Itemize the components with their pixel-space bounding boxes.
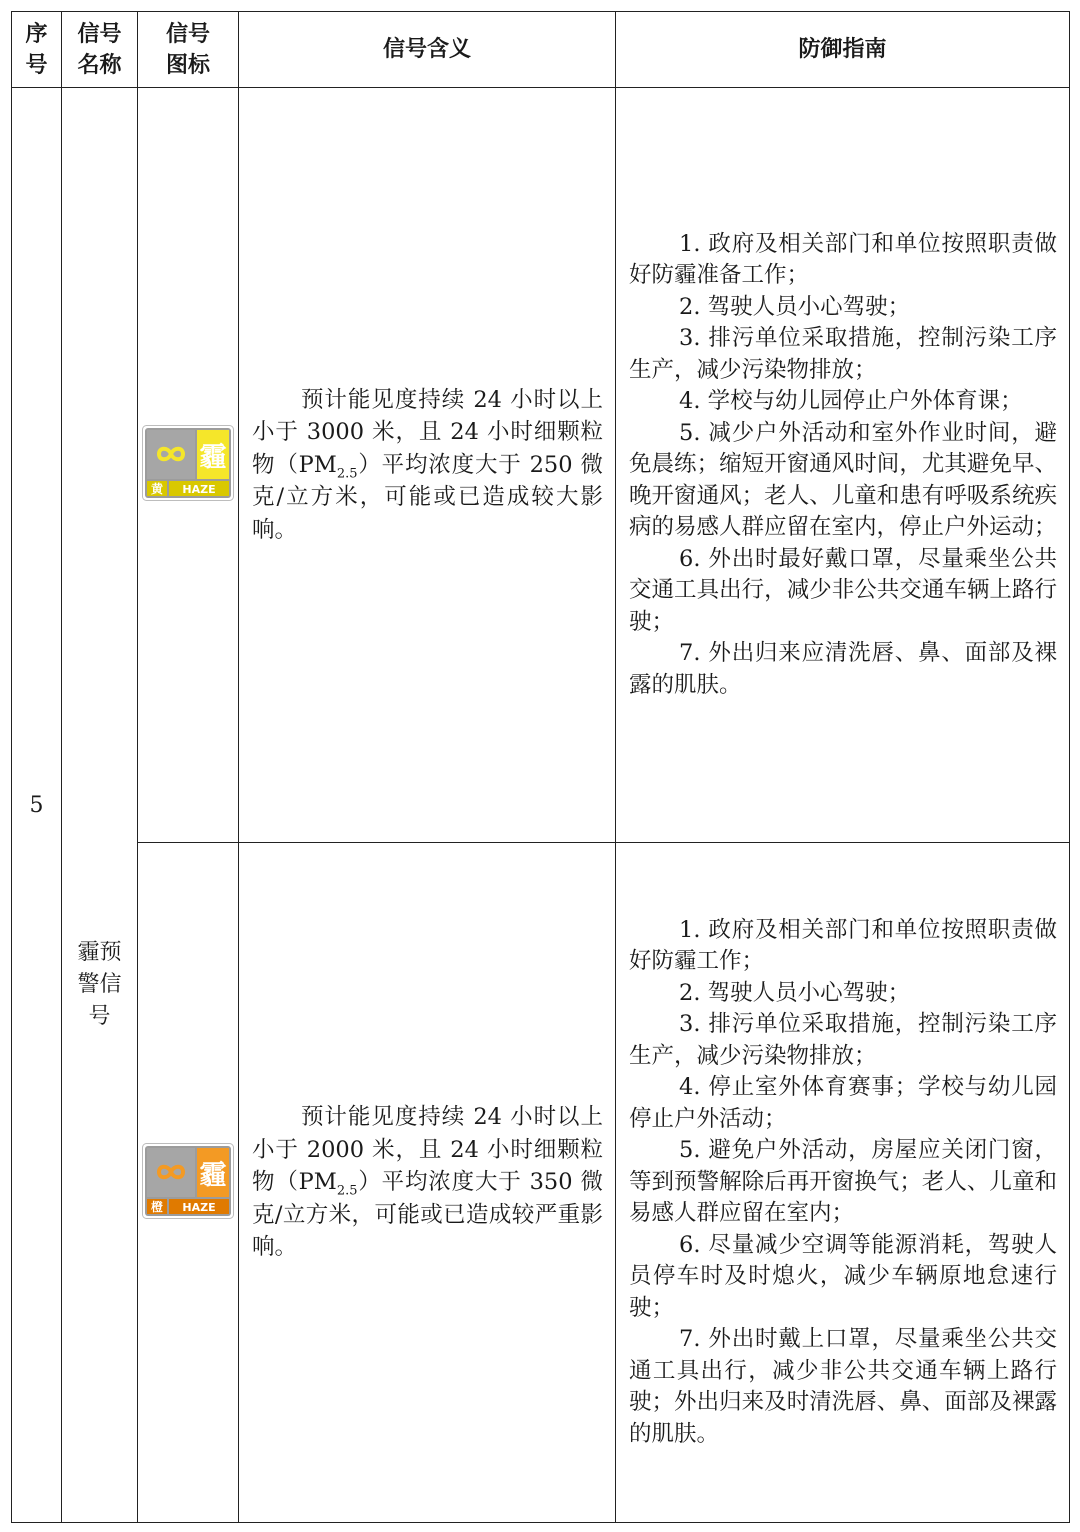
- header-number: 序 号: [12, 12, 62, 88]
- icon-haze-label: HAZE: [182, 483, 216, 496]
- row-number: 5: [12, 88, 62, 1523]
- header-row: [12, 12, 1070, 88]
- icon-level-char: 黄: [150, 482, 164, 496]
- signal-meaning: 预计能见度持续 24 小时以上小于 3000 米，且 24 小时细颗粒物$(PM_{2.5})$平均浓度大于 250 微克/立方米，可能或已造成较大影响。: [239, 88, 616, 843]
- icon-haze-label: HAZE: [182, 1200, 216, 1214]
- icon-level-char: 橙: [150, 1199, 164, 1214]
- header-defense-guide: 防御指南: [616, 12, 1070, 88]
- haze-yellow-icon: [142, 425, 234, 501]
- guide-item: 7. 外出归来应清洗唇、鼻、面部及裸露的肌肤。: [629, 640, 1057, 698]
- guide-item: 6. 尽量减少空调等能源消耗，驾驶人员停车时及时熄火，减少车辆原地怠速行驶；: [629, 1231, 1057, 1321]
- signal-icon-cell: [138, 843, 239, 1523]
- guide-item: 1. 政府及相关部门和单位按照职责做好防霾工作；: [629, 916, 1057, 975]
- signal-row-yellow: [12, 88, 1070, 843]
- signal-name: 霾预 警信 号: [62, 88, 138, 1523]
- guide-item: 1. 政府及相关部门和单位按照职责做好防霾准备工作；: [629, 230, 1057, 289]
- signal-icon-cell: [138, 88, 239, 843]
- guide-item: 4. 停止室外体育赛事；学校与幼儿园停止户外活动；: [629, 1074, 1057, 1132]
- header-signal-icon: 信号 图标: [138, 12, 239, 88]
- signal-row-orange: [12, 843, 1070, 1523]
- icon-main-char: 霾: [199, 1159, 227, 1191]
- guide-item: 4. 学校与幼儿园停止户外体育课；: [679, 388, 1023, 415]
- guide-item: 3. 排污单位采取措施，控制污染工序生产，减少污染物排放；: [629, 325, 1057, 383]
- defense-guide: [616, 88, 1070, 843]
- guide-item: 3. 排污单位采取措施，控制污染工序生产，减少污染物排放；: [629, 1011, 1057, 1069]
- icon-main-char: 霾: [199, 442, 227, 473]
- haze-orange-icon: [142, 1143, 234, 1219]
- defense-guide: [616, 843, 1070, 1523]
- guide-item: 5. 减少户外活动和室外作业时间，避免晨练；缩短开窗通风时间，尤其避免早、晚开窗通风；老人、儿童和患有呼吸系统疾病的易感人群应留在室内，停止户外运动；: [629, 419, 1057, 541]
- guide-item: 7. 外出时戴上口罩，尽量乘坐公共交通工具出行，减少非公共交通车辆上路行驶；外出归来及时清洗唇、鼻、面部及裸露的肌肤。: [629, 1326, 1057, 1447]
- header-signal-name: 信号 名称: [62, 12, 138, 88]
- guide-item: 6. 外出时最好戴口罩，尽量乘坐公共交通工具出行，减少非公共交通车辆上路行驶；: [629, 545, 1057, 635]
- haze-warning-table: [11, 11, 1070, 1523]
- guide-item: 2. 驾驶人员小心驾驶；: [679, 979, 911, 1006]
- guide-item: 2. 驾驶人员小心驾驶；: [679, 293, 911, 320]
- header-signal-meaning: 信号含义: [239, 12, 616, 88]
- signal-meaning: 预计能见度持续 24 小时以上小于 2000 米，且 24 小时细颗粒物$(PM_{2.5})$平均浓度大于 350 微克/立方米，可能或已造成较严重影响。: [239, 843, 616, 1523]
- guide-item: 5. 避免户外活动，房屋应关闭门窗，等到预警解除后再开窗换气；老人、儿童和易感人群应留在室内；: [629, 1137, 1057, 1227]
